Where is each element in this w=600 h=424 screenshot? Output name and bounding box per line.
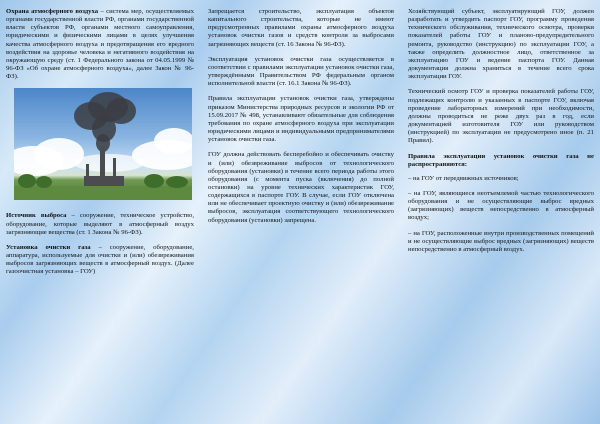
exception-item: – на ГОУ от передвижных источников;: [408, 174, 519, 182]
term-gas-cleaning-unit: Установка очистки газа: [6, 243, 91, 251]
definition-air-protection: [6, 8, 194, 81]
term-emission-source: Источник выброса: [6, 212, 67, 220]
exception-item: – на ГОУ, расположенные внутри производственных помещений и не осуществляющие выброс вредных (загрязняющих) веществ непосредственно в атмосферный воздух.: [408, 229, 594, 253]
factory-smoke-illustration: [14, 88, 192, 200]
right-panel: [408, 8, 594, 261]
paragraph-operation-rules: Эксплуатация установок очистки газа осуществляется в соответствии с правилами эксплуатации установок очистки газа, утверждёнными Правительством РФ федеральным органом исполнительной власти (ст. 16.1 Закона № 96-ФЗ).: [208, 55, 394, 88]
definition-emission-source-text: – сооружение, техническое устройство, оборудование, которые выделяют в атмосферный воздух загрязняющие вещества (ст. 1 Закона № 96-ФЗ).: [6, 212, 194, 236]
exception-item: – на ГОУ, являющиеся неотъемлемой частью технологического оборудования и не осуществляющие выброс вредных (загрязняющих) веществ непосредственно в атмосферный воздух;: [408, 189, 594, 222]
definition-gas-cleaning-unit: [6, 244, 194, 277]
paragraph-documentation: Хозяйствующий субъект, эксплуатирующий ГОУ, должен разработать и утвердить паспорт ГОУ, программу проведения технического обслуживания, технического осмотра, проверки показателей работы ГОУ и планово-предупредительного ремонта, руководство (инструкцию) по эксплуатации ГОУ, а также определить должностное лицо, ответственное за эксплуатацию ГОУ и ведение паспорта ГОУ. Данная документация должна храниться в течение всего срока эксплуатации ГОУ.: [408, 8, 594, 81]
paragraph-continuous-operation: ГОУ должна действовать бесперебойно и обеспечивать очистку и (или) обезвреживание выбросов от технологического оборудования (установки) в течение всего периода работы этого оборудования (с момента пуска (включения) до полной остановки) на уровне технических характеристик ГОУ, содержащихся в паспорте ГОУ. В случае, если ГОУ отключена или не обеспечивает проектную очистку и (или) обезвреживание выбросов, эксплуатация соответствующего технологического оборудования (установки) запрещена.: [208, 151, 394, 224]
definition-emission-source: [6, 212, 194, 236]
middle-panel: [208, 8, 394, 232]
exceptions-heading: Правила эксплуатации установок очистки газа не распространяются:: [408, 152, 594, 168]
left-panel: [6, 8, 194, 284]
definition-air-protection-text: – система мер, осуществляемых органами государственной власти РФ, органами государственной власти субъектов РФ, органами местного самоуправления, юридическими и физическими лицами в целях улучшения качества атмосферного воздуха и предотвращения его вредного воздействия на здоровье человека и негативного воздействия на окружающую среду (ст. 1 Федерального закона от 04.05.1999 № 96-ФЗ «Об охране атмосферного воздуха», далее Закон № 96-ФЗ).: [6, 8, 194, 81]
paragraph-inspection: Технический осмотр ГОУ и проверка показателей работы ГОУ, подлежащих контролю и указанных в паспорте ГОУ, включая проведение лабораторных измерений при необходимости, должны проводиться не реже двух раз в год, если документацией изготовителя ГОУ или руководством (инструкцией) по эксплуатации не предусмотрено иное (п. 21 Правил).: [408, 88, 594, 145]
term-air-protection: Охрана атмосферного воздуха: [6, 8, 99, 15]
paragraph-rules-approval: Правила эксплуатации установок очистки газа, утверждены приказом Министерства природных ресурсов и экологии РФ от 15.09.2017 № 498, устанавливают обязательные для соблюдения требования по охране атмосферного воздуха при эксплуатации юридическими лицами и индивидуальными предпринимателями установок очистки газа.: [208, 95, 394, 144]
paragraph-construction-ban: Запрещается строительство, эксплуатация объектов капитального строительства, которые не имеют предусмотренных правилами охраны атмосферного воздуха установок очистки газов и средств контроля за выбросами загрязняющих веществ (ст. 16 Закона № 96-ФЗ).: [208, 8, 394, 48]
definition-gas-cleaning-unit-text: – сооружение, оборудование, аппаратура, используемые для очистки и (или) обезвреживания выбросов загрязняющих веществ в атмосферный воздух. (Далее газоочистная установка – ГОУ): [6, 243, 194, 276]
